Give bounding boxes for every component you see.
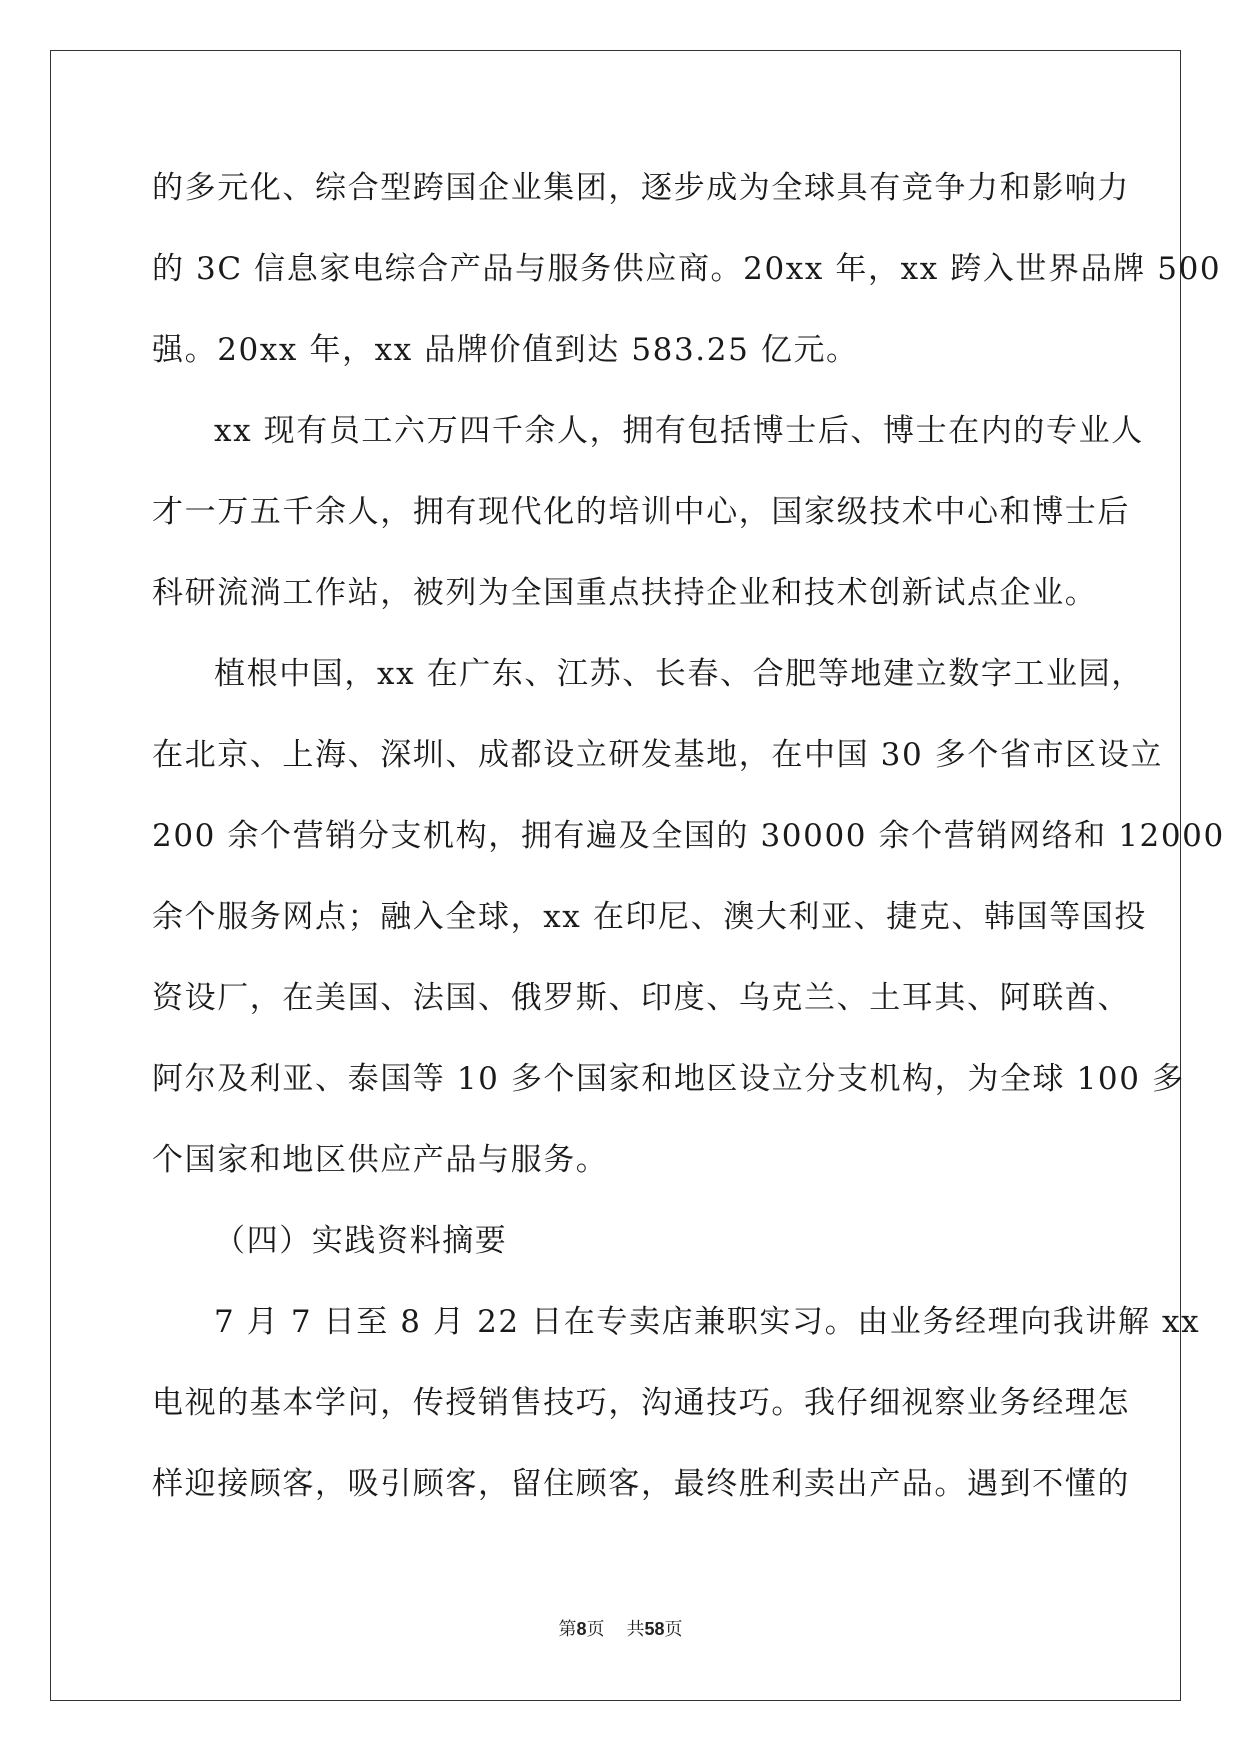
text-line: 才一万五千余人，拥有现代化的培训中心，国家级技术中心和博士后 [152,494,1130,530]
text-line: 资设厂，在美国、法国、俄罗斯、印度、乌克兰、土耳其、阿联酋、 [152,980,1130,1016]
section-heading: （四）实践资料摘要 [214,1223,508,1259]
total-pages: 58 [644,1619,665,1639]
text-line: 200 余个营销分支机构，拥有遍及全国的 30000 余个营销网络和 12000 [152,818,1225,854]
text-line: 科研流淌工作站，被列为全国重点扶持企业和技术创新试点企业。 [152,575,1098,611]
text-line: 在北京、上海、深圳、成都设立研发基地，在中国 30 多个省市区设立 [152,737,1163,773]
page-footer [0,1615,1241,1641]
page-suffix: 页 [586,1619,605,1639]
text-line: 样迎接顾客，吸引顾客，留住顾客，最终胜利卖出产品。遇到不懂的 [152,1466,1130,1502]
text-line: 余个服务网点；融入全球，xx 在印尼、澳大利亚、捷克、韩国等国投 [152,899,1148,935]
text-line: 的 3C 信息家电综合产品与服务供应商。20xx 年，xx 跨入世界品牌 500 [152,251,1222,287]
page-prefix: 第 [558,1619,577,1639]
page-number: 8 [576,1619,587,1639]
paragraph-start-line: 7 月 7 日至 8 月 22 日在专卖店兼职实习。由业务经理向我讲解 xx [214,1304,1201,1340]
text-line: 个国家和地区供应产品与服务。 [152,1142,609,1178]
text-line: 阿尔及利亚、泰国等 10 多个国家和地区设立分支机构，为全球 100 多 [152,1061,1185,1097]
paragraph-start-line: 植根中国，xx 在广东、江苏、长春、合肥等地建立数字工业园， [214,656,1144,692]
text-line: 电视的基本学问，传授销售技巧，沟通技巧。我仔细视察业务经理怎 [152,1385,1130,1421]
total-prefix: 共 [626,1619,645,1639]
text-line: 的多元化、综合型跨国企业集团，逐步成为全球具有竞争力和影响力 [152,170,1130,206]
document-body [152,160,1225,1537]
total-suffix: 页 [664,1619,683,1639]
text-line: 强。20xx 年，xx 品牌价值到达 583.25 亿元。 [152,332,859,368]
paragraph-start-line: xx 现有员工六万四千余人，拥有包括博士后、博士在内的专业人 [214,413,1144,449]
